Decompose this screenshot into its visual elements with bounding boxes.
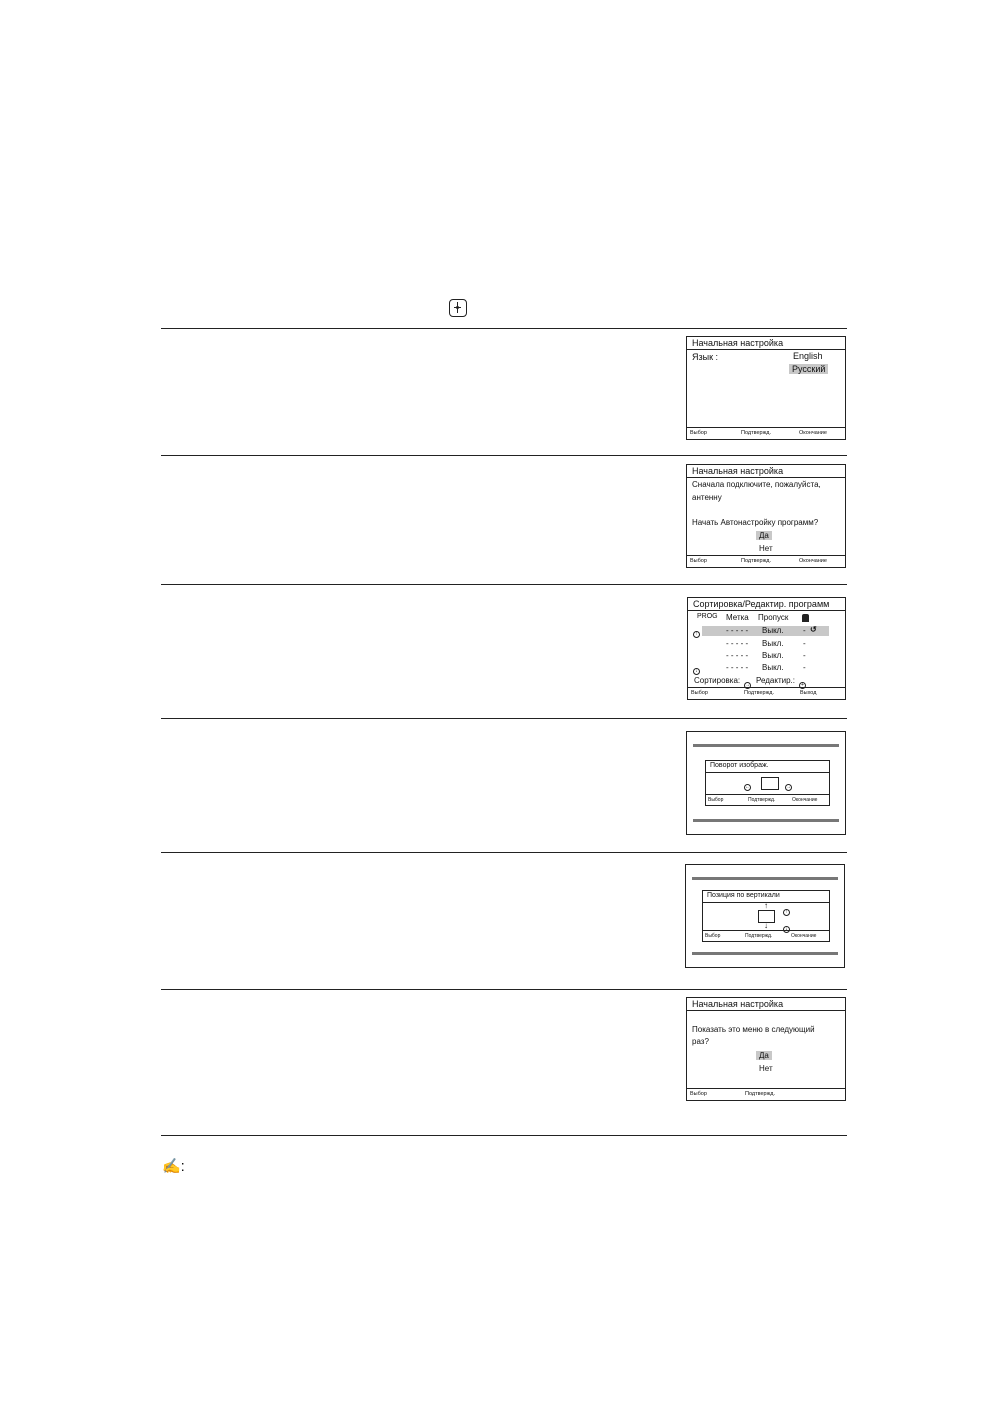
up-arrow-icon[interactable]: ↑ (783, 904, 790, 922)
row-skip[interactable]: Выкл. (762, 663, 784, 672)
message-line-2: раз? (692, 1037, 709, 1046)
divider (161, 584, 847, 585)
no-option[interactable]: Нет (759, 1064, 773, 1073)
row-label: - - - - - (726, 651, 749, 660)
option-english[interactable]: English (793, 351, 823, 361)
foot-confirm: Подтвержд. (741, 558, 772, 564)
divider (706, 772, 829, 773)
foot-confirm: Подтвержд. (744, 690, 775, 696)
screen-bar-bottom (692, 952, 838, 955)
yes-option-selected[interactable]: Да (756, 1051, 772, 1060)
panel-footer (688, 687, 845, 699)
foot-confirm: Подтвержд. (745, 933, 773, 939)
foot-select: Выбор (690, 1091, 707, 1097)
row-label: - - - - - (726, 626, 749, 635)
foot-exit: Окончание (799, 558, 827, 564)
vertical-position-dialog (702, 890, 830, 942)
panel-title: Сортировка/Редактир. программ (688, 598, 845, 611)
panel-title: Начальная настройка (687, 998, 845, 1011)
foot-select: Выбор (708, 797, 724, 803)
dialog-title: Поворот изображ. (710, 762, 769, 769)
panel-title: Начальная настройка (687, 337, 845, 350)
right-arrow-icon[interactable]: → (786, 784, 791, 791)
foot-exit: Окончание (799, 430, 827, 436)
sort-button-icon[interactable]: → (745, 682, 750, 689)
foot-confirm: Подтвержд. (741, 430, 772, 436)
down-arrow-icon[interactable]: ↓ (693, 663, 700, 681)
up-arrow-icon[interactable]: ↑ (693, 626, 700, 644)
osd-rotation-screen (686, 731, 846, 835)
edit-label: Редактир.: (756, 676, 795, 685)
foot-select: Выбор (690, 430, 707, 436)
panel-title: Начальная настройка (687, 465, 845, 478)
osd-language-panel (686, 336, 846, 440)
edit-button-icon[interactable]: + (799, 677, 806, 695)
row-label: - - - - - (726, 639, 749, 648)
foot-confirm: Подтвержд. (745, 1091, 776, 1097)
left-arrow-icon[interactable]: ← (745, 784, 750, 791)
option-russian-selected[interactable]: Русский (789, 364, 828, 374)
yes-option-selected[interactable]: Да (756, 531, 772, 540)
col-label: Метка (726, 613, 749, 622)
return-icon: ↺ (810, 625, 817, 634)
language-label: Язык : (692, 352, 719, 362)
divider (161, 718, 847, 719)
sort-label: Сортировка: (694, 676, 741, 685)
row-skip[interactable]: Выкл. (762, 651, 784, 660)
divider (161, 455, 847, 456)
remote-menu-icon (449, 299, 467, 317)
message-line-1: Сначала подключите, пожалуйста, (692, 480, 821, 489)
osd-autotune-panel (686, 464, 846, 568)
foot-select: Выбор (690, 558, 707, 564)
divider (161, 328, 847, 329)
no-option[interactable]: Нет (759, 544, 773, 553)
divider (161, 852, 847, 853)
col-prog: PROG (697, 613, 718, 620)
message-line-2: антенну (692, 493, 722, 502)
foot-select: Выбор (705, 933, 721, 939)
question-text: Начать Автонастройку программ? (692, 518, 819, 527)
panel-footer (687, 427, 845, 439)
lock-icon (802, 614, 809, 622)
osd-show-next-time-panel (686, 997, 846, 1101)
foot-exit: Выход (800, 690, 817, 696)
row-skip[interactable]: Выкл. (762, 639, 784, 648)
screen-bar-bottom (693, 819, 839, 822)
divider (161, 989, 847, 990)
dialog-title: Позиция по вертикали (707, 892, 780, 899)
osd-vertical-position-screen (685, 864, 845, 968)
col-skip: Пропуск (758, 613, 789, 622)
row-skip[interactable]: Выкл. (762, 626, 784, 635)
screen-bar-top (693, 744, 839, 747)
screen-bar-top (692, 877, 838, 880)
foot-confirm: Подтвержд. (748, 797, 776, 803)
row-lock: - (803, 639, 806, 648)
foot-select: Выбор (691, 690, 708, 696)
row-label: - - - - - (726, 663, 749, 672)
rotation-dialog (705, 760, 830, 806)
divider (706, 794, 829, 795)
divider (703, 930, 829, 931)
down-line-icon: ↓ (764, 921, 768, 930)
up-line-icon: ↑ (764, 901, 768, 910)
message-line-1: Показать это меню в следующий (692, 1025, 815, 1034)
pencil-note-icon: ✍: (162, 1158, 185, 1175)
row-lock: - (803, 651, 806, 660)
foot-exit: Окончание (792, 797, 818, 803)
foot-exit: Окончание (791, 933, 817, 939)
row-lock: - (803, 626, 806, 635)
divider (161, 1135, 847, 1136)
panel-footer (687, 1088, 845, 1100)
rotation-preview-box (761, 777, 779, 790)
row-lock: - (803, 663, 806, 672)
panel-footer (687, 555, 845, 567)
osd-program-sort-panel (687, 597, 846, 700)
